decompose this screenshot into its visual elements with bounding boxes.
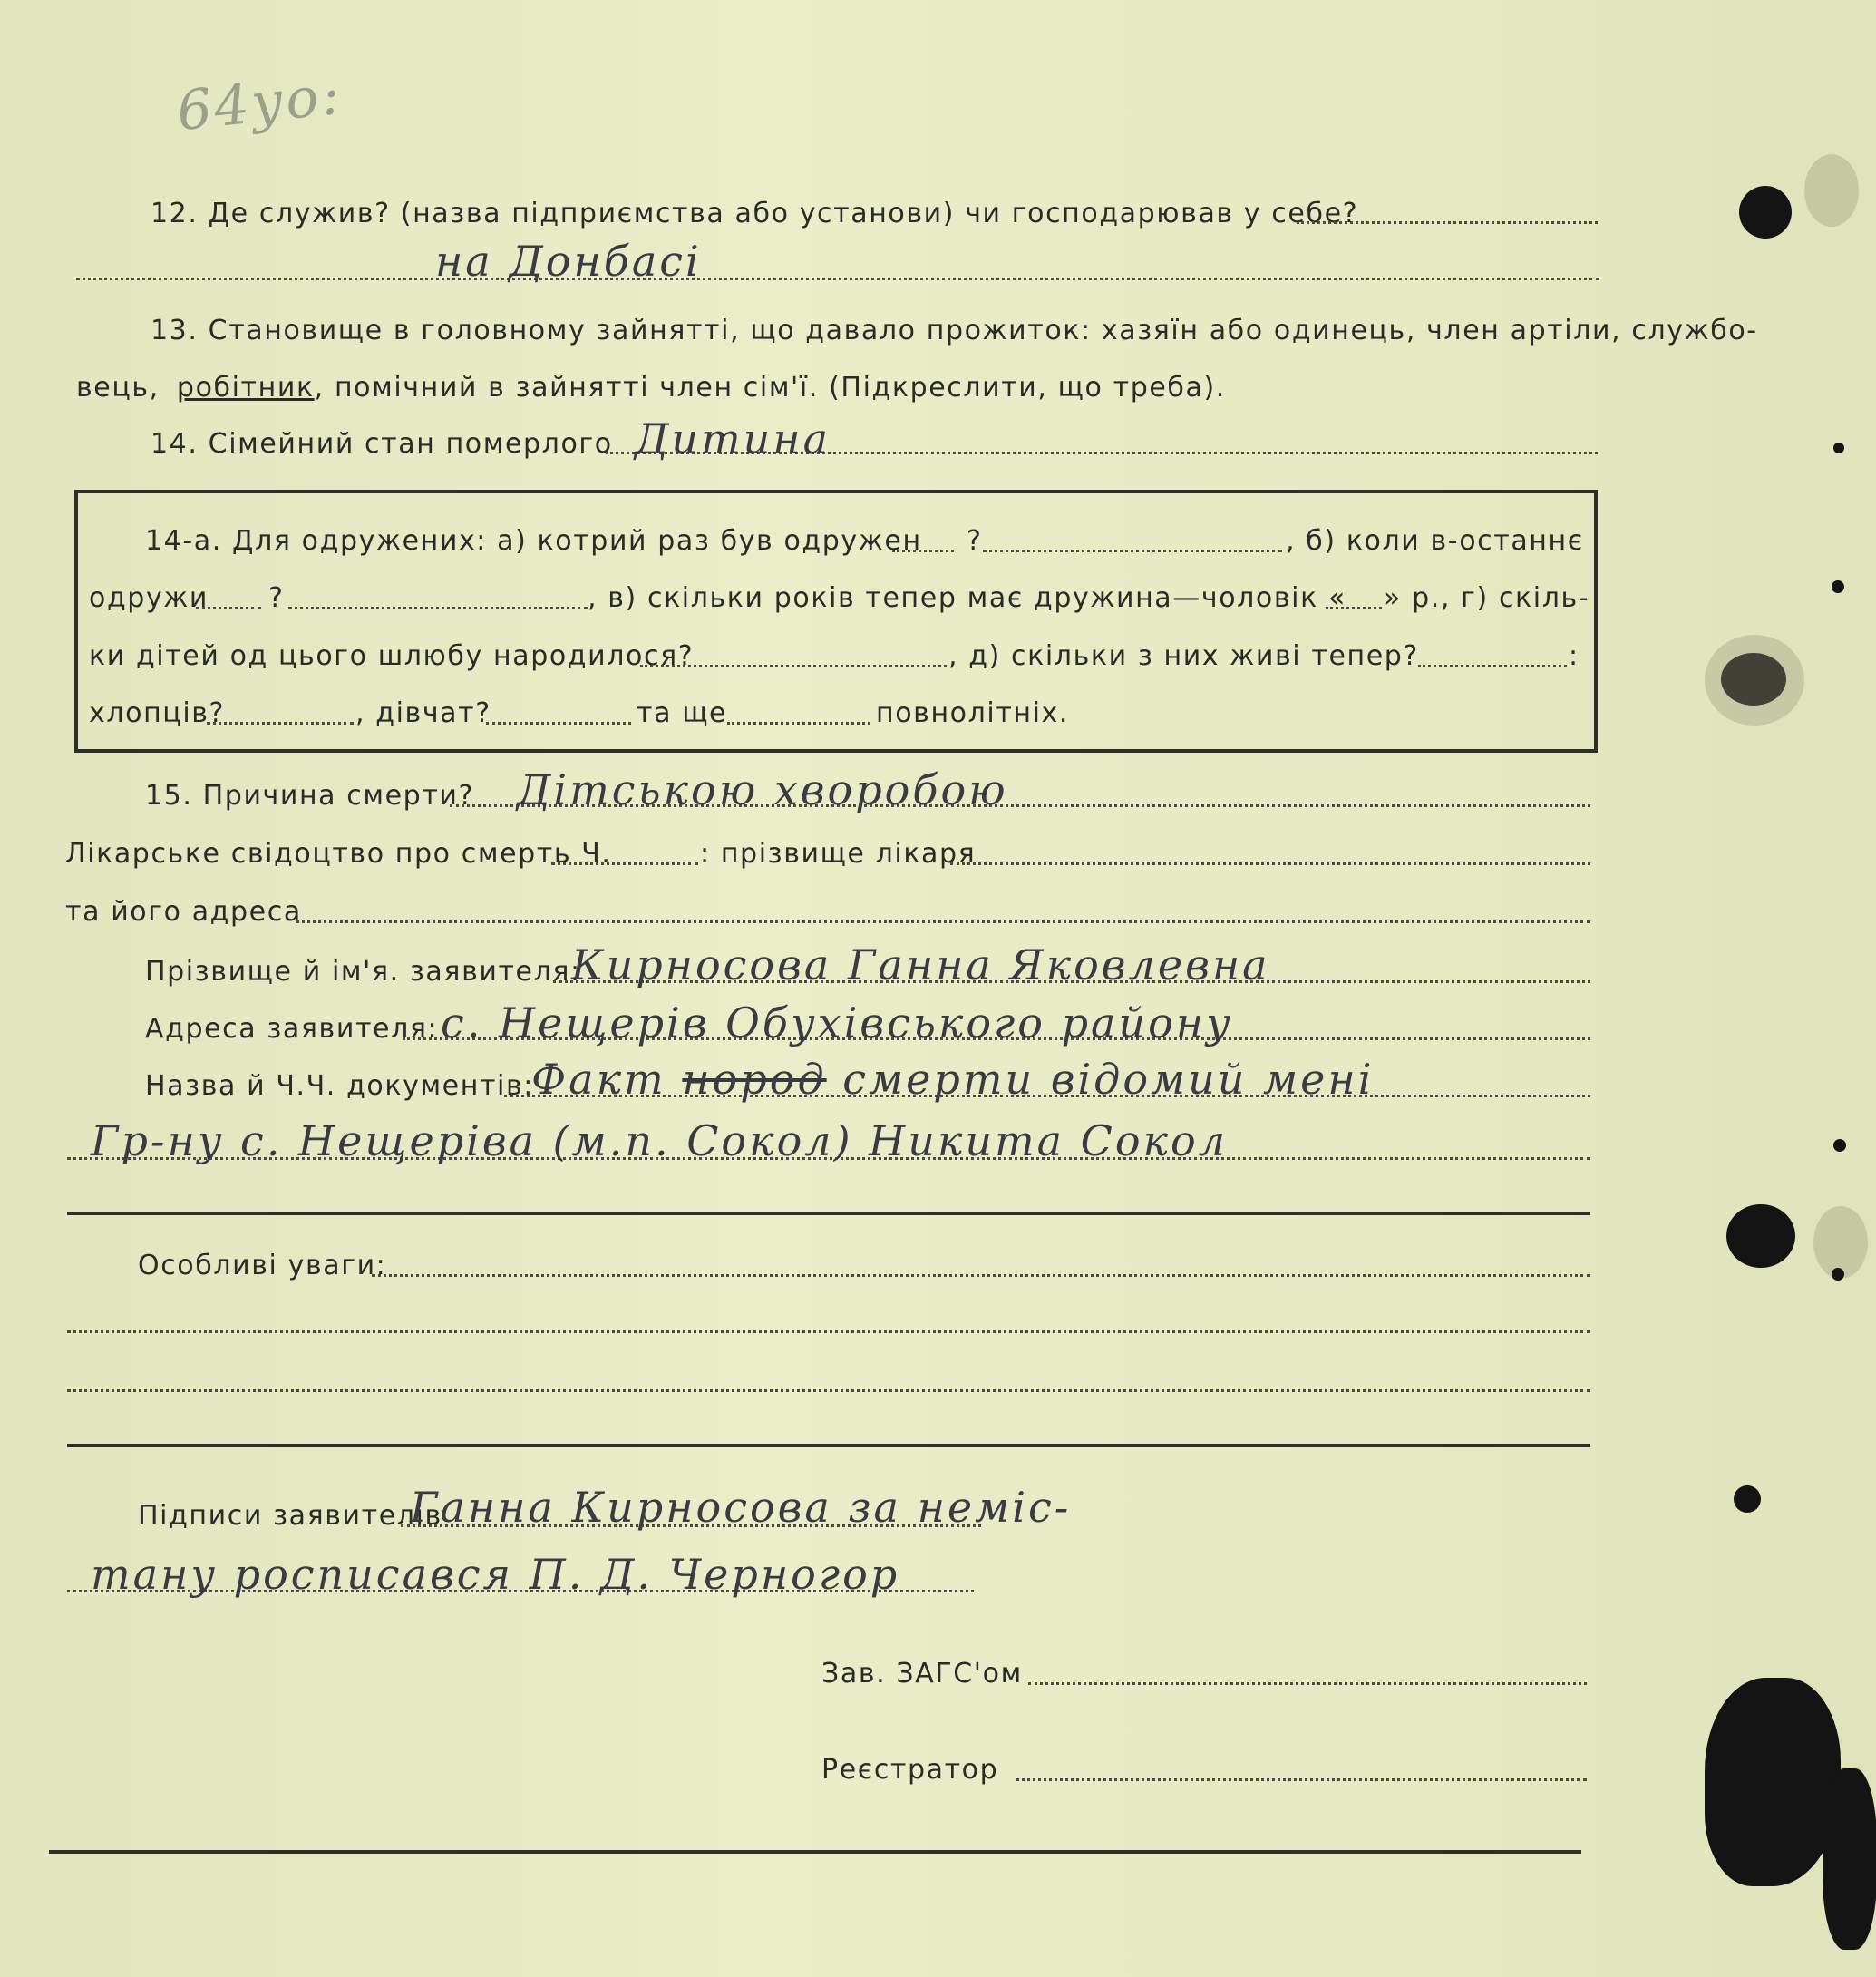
q14a-row1-dots-1 <box>892 550 954 552</box>
section-divider-1 <box>67 1212 1590 1215</box>
doctor-name-dots <box>950 862 1590 865</box>
head-of-registry-label: Зав. ЗАГС'ом <box>821 1658 1023 1690</box>
q14a-row3-end: : <box>1569 640 1580 672</box>
q14a-row3-start: ки дітей од цього шлюбу народилося? <box>89 640 695 672</box>
q14a-row2-dots-2 <box>288 607 588 609</box>
paper-speck <box>1833 1139 1846 1152</box>
bottom-rule <box>49 1850 1581 1854</box>
doctor-address-dots <box>296 920 1590 923</box>
q14a-row2-end: » р., г) скіль- <box>1384 582 1590 614</box>
q15-answer: Дітською хворобою <box>517 765 1008 814</box>
paper-speck <box>1832 1268 1844 1281</box>
q13-underlined-option: робітник <box>176 372 315 404</box>
q14a-row3-dots-2 <box>1418 665 1567 667</box>
documents-value-line-1: Факт нород смерти відомий мені <box>531 1055 1375 1104</box>
binding-hole <box>1726 1204 1795 1268</box>
special-notes-label: Особливі уваги: <box>138 1250 387 1281</box>
binding-hole <box>1734 1485 1761 1513</box>
q14a-row3-dots-1 <box>640 665 947 667</box>
q14a-row2-qmark: ? <box>268 582 285 614</box>
registrar-dots <box>1016 1778 1587 1781</box>
registrar-label: Реєстратор <box>821 1754 999 1786</box>
q15-label: 15. Причина смерти? <box>145 780 475 812</box>
q14a-row2-dots-1 <box>196 607 261 609</box>
q14a-row1-dots-2 <box>983 550 1282 552</box>
doctor-address-label: та його адреса <box>65 896 302 928</box>
q14-label: 14. Сімейний стан померлого <box>151 428 613 460</box>
doctor-name-label: : прізвище лікаря <box>700 838 977 870</box>
section-divider-2 <box>67 1444 1590 1447</box>
applicant-address-value: с. Нещерів Обухівського району <box>441 998 1233 1047</box>
binding-hole <box>1739 186 1792 239</box>
q14-answer: Дитина <box>635 414 831 463</box>
special-notes-dots-2 <box>67 1330 1590 1333</box>
q13-line-2-prefix: вець, <box>76 372 160 404</box>
documents-value-line-2: Гр-ну с. Нещеріва (м.п. Сокол) Никита Сокол <box>91 1116 1228 1165</box>
q12-dotline-1 <box>1297 221 1598 224</box>
applicant-name-label: Прізвище й ім'я. заявителя: <box>145 956 581 988</box>
q12-label: 12. Де служив? (назва підприємства або установи) чи господарював у себе? <box>151 198 1359 229</box>
head-of-registry-dots <box>1028 1682 1587 1685</box>
q14a-row4-dots-1 <box>207 722 354 725</box>
q14a-row1-end: , б) коли в-останнє <box>1286 525 1584 557</box>
paper-stain <box>1705 635 1804 726</box>
signatures-line-1: Ганна Кирносова за неміс- <box>410 1483 1072 1532</box>
doctor-cert-number-dots <box>551 862 698 865</box>
q12-answer: на Донбасі <box>435 237 702 286</box>
corner-pencil-note: 64уо: <box>173 63 345 144</box>
paper-speck <box>1833 443 1844 453</box>
paper-speck <box>1832 580 1844 593</box>
q14a-row4-dots-3 <box>727 722 870 725</box>
q14a-row4-adults: повнолітніх. <box>876 697 1070 729</box>
doctor-certificate-label: Лікарське свідоцтво про смерть Ч. <box>65 838 612 870</box>
signatures-line-2: тану росписався П. Д. Черногор <box>91 1550 900 1599</box>
paper-damage <box>1823 1768 1876 1950</box>
q13-line-2 <box>76 370 1226 406</box>
paper-stain <box>1804 154 1859 227</box>
applicant-address-label: Адреса заявителя: <box>145 1013 439 1045</box>
q14a-row4-dots-2 <box>486 722 631 725</box>
q14a-row4-girls: , дівчат? <box>355 697 491 729</box>
q14a-row2-mid: , в) скільки років тепер має дружина—чоловік « <box>588 582 1346 614</box>
q14a-row4-boys: хлопців? <box>89 697 226 729</box>
q13-line-1: 13. Становище в головному зайнятті, що давало прожиток: хазяїн або одинець, член артіли, службо- <box>151 315 1758 346</box>
q12-dotline-2 <box>76 278 1599 280</box>
q13-line-2-suffix: , помічний в зайнятті член сім'ї. (Підкреслити, що треба). <box>314 372 1226 404</box>
special-notes-dots-3 <box>67 1389 1590 1392</box>
q14a-row4-more: та ще <box>637 697 728 729</box>
q14a-row2-dots-3 <box>1326 607 1382 609</box>
applicant-name-value: Кирносова Ганна Яковлевна <box>571 940 1270 989</box>
q14a-row2-start: одружи <box>89 582 209 614</box>
special-notes-dots-1 <box>372 1274 1590 1277</box>
documents-struck-word: нород <box>682 1055 827 1104</box>
paper-damage <box>1705 1678 1841 1886</box>
q14a-row-1: 14-а. Для одружених: а) котрий раз був одружен <box>145 525 922 557</box>
documents-label: Назва й Ч.Ч. документів: <box>145 1070 534 1102</box>
signatures-label: Підписи заявителів <box>138 1500 442 1532</box>
q14a-row1-qmark: ? <box>967 525 983 557</box>
q14a-row3-mid: , д) скільки з них живі тепер? <box>948 640 1419 672</box>
